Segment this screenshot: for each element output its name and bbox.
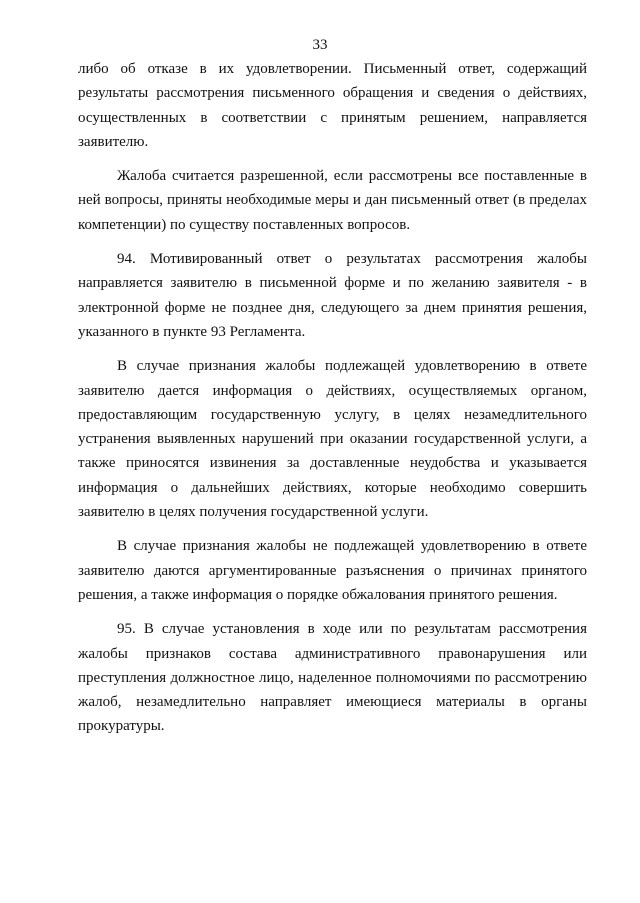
paragraph-complaint-rejected: В случае признания жалобы не подлежащей удовлетворению в ответе заявителю даются аргументированные разъяснения о причинах принятого решения, а также информация о порядке обжалования принятого решения. bbox=[78, 538, 587, 603]
paragraph-complaint-resolved: Жалоба считается разрешенной, если рассмотрены все поставленные в ней вопросы, приняты необходимые меры и дан письменный ответ (в пределах компетенции) по существу поставленных вопросов. bbox=[78, 168, 587, 233]
page-number: 33 bbox=[312, 37, 328, 53]
paragraph-95-prosecutor: 95. В случае установления в ходе или по результатам рассмотрения жалобы признаков состава административного правонарушения или преступления должностное лицо, наделенное полномочиями по рассмотрению жалоб, незамедлительно направляет имеющиеся материалы в органы прокуратуры. bbox=[78, 621, 587, 735]
paragraph-complaint-satisfied: В случае признания жалобы подлежащей удовлетворению в ответе заявителю дается информация о действиях, осуществляемых органом, предоставляющим государственную услугу, в целях незамедлительного устранения выявленных нарушений при оказании государственной услуги, а также приносятся извинения за доставленные неудобства и указывается информация о дальнейших действиях, которые необходимо совершить заявителю в целях получения государственной услуги. bbox=[78, 358, 587, 521]
paragraph-94-reasoned-answer: 94. Мотивированный ответ о результатах рассмотрения жалобы направляется заявителю в письменной форме и по желанию заявителя - в электронной форме не позднее дня, следующего за днем принятия решения, указанного в пункте 93 Регламента. bbox=[78, 251, 587, 340]
document-body bbox=[78, 57, 587, 749]
paragraph-continuation: либо об отказе в их удовлетворении. Письменный ответ, содержащий результаты рассмотрения письменного обращения и сведения о действиях, осуществленных в соответствии с принятым решением, направляется заявителю. bbox=[78, 61, 587, 150]
